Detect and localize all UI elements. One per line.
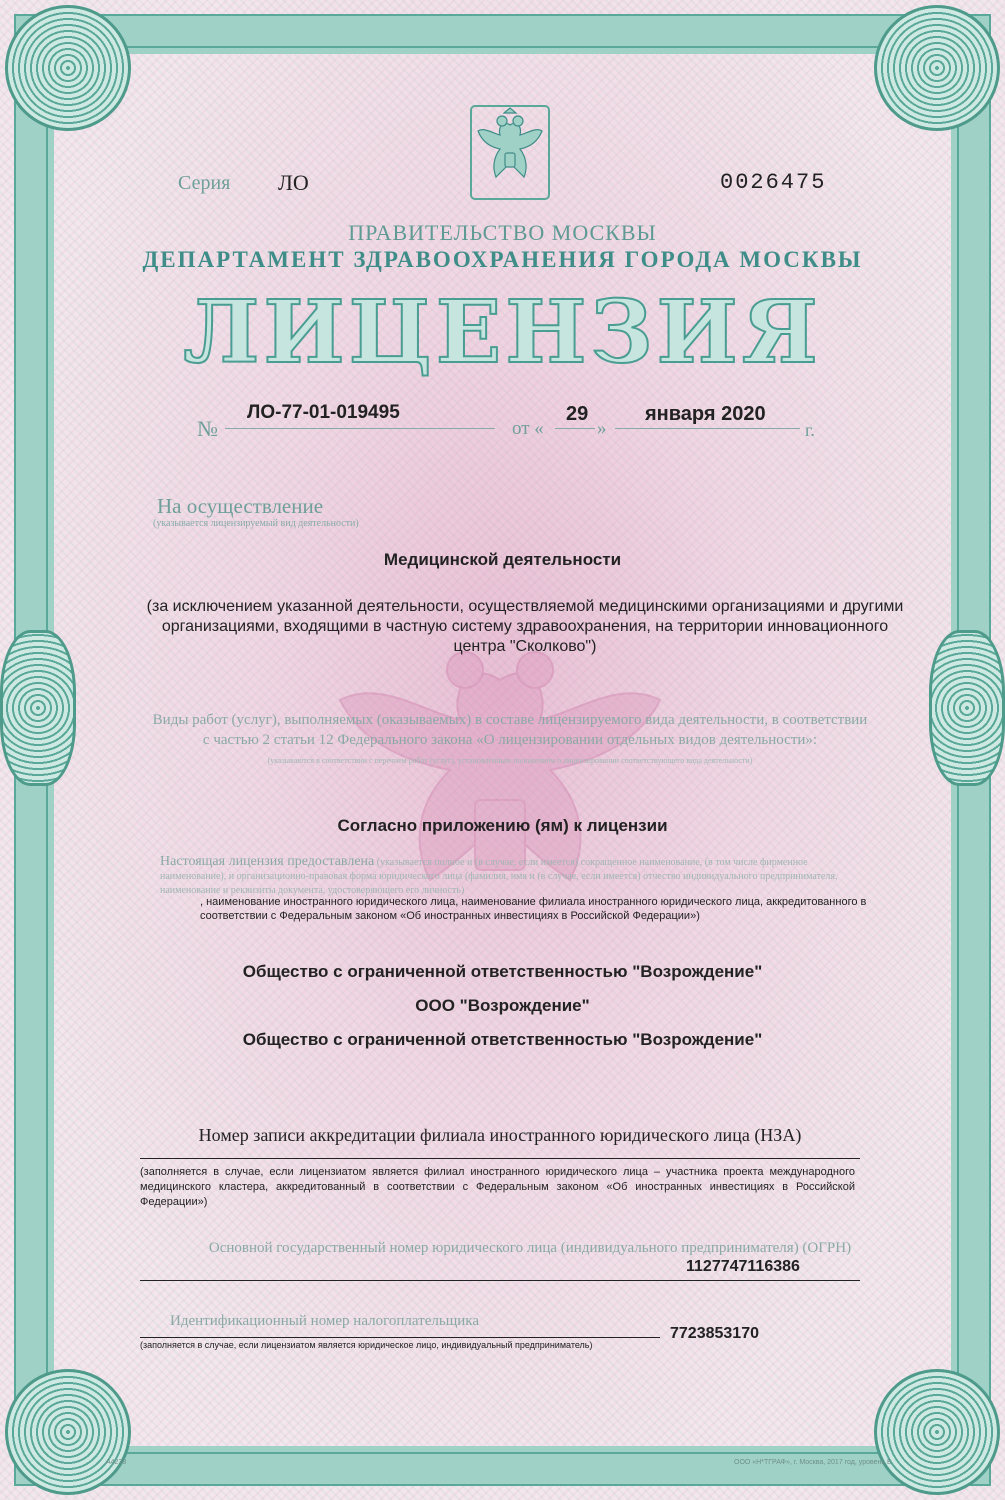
issuer-department: ДЕПАРТАМЕНТ ЗДРАВООХРАНЕНИЯ ГОРОДА МОСКВЫ xyxy=(142,247,863,272)
number-sign: № xyxy=(197,416,218,441)
works-value: Согласно приложению (ям) к лицензии xyxy=(337,816,668,835)
inn-label: Идентификационный номер налогоплательщика xyxy=(170,1313,480,1329)
side-rosette-left xyxy=(0,630,76,786)
form-code: А4238 xyxy=(106,1459,127,1466)
works-hint: (указываются в соответствии с перечнем работ (услуг), установленным положением о лицензировании соответствующего вида деятельности) xyxy=(267,756,753,765)
corner-rosette-bottom-left xyxy=(5,1369,131,1495)
inn-underline xyxy=(140,1337,660,1338)
printer-imprint: ООО «Н*ТГРАФ», г. Москва, 2017 год, уровень Б xyxy=(734,1459,892,1466)
ogrn-value: 1127747116386 xyxy=(686,1258,800,1275)
corner-rosette-bottom-right xyxy=(874,1369,1000,1495)
activity-note: (за исключением указанной деятельности, осуществляемой медицинскими организациями и другими организациями, входящими в частную систему здравоохранения, на территории инновационного центра "Сколково") xyxy=(146,598,904,655)
license-number: ЛО-77-01-019495 xyxy=(247,402,400,423)
year-suffix: г. xyxy=(805,420,815,440)
serie-value: ЛО xyxy=(278,170,309,195)
double-headed-eagle-emblem-icon xyxy=(470,105,550,200)
ogrn-label: Основной государственный номер юридического лица (индивидуального предпринимателя) (ОГРН) xyxy=(208,1240,852,1256)
license-day: 29 xyxy=(566,403,589,425)
licensee-label-hint: (указывается полное и (в случае, если имеется) сокращенное наименование, (в том числе фирменное наименование), и организационно-правовая форма юридического лица (фамилия, имя и (в случае, если имеется) отчество индивидуального предпринимателя, наименование и реквизиты документа, удостоверяющего его личность) xyxy=(160,857,838,896)
licensee-firm-name: Общество с ограниченной ответственностью "Возрождение" xyxy=(242,1030,763,1049)
blank-number: 0026475 xyxy=(720,170,827,195)
activity-name: Медицинской деятельности xyxy=(383,550,622,569)
serie-label: Серия xyxy=(178,172,231,194)
nza-note: (заполняется в случае, если лицензиатом является филиал иностранного юридического лица – участника проекта международного медицинского кластера, аккредитованный в соответствии с Федеральным законом «Об иностранных инвестициях в Российской Федерации») xyxy=(140,1166,855,1208)
side-rosette-right xyxy=(929,630,1005,786)
issuer-government: ПРАВИТЕЛЬСТВО МОСКВЫ xyxy=(348,220,657,245)
nza-label: Номер записи аккредитации филиала иностранного юридического лица (НЗА) xyxy=(198,1125,802,1145)
document-title: ЛИЦЕНЗИЯ xyxy=(183,282,822,383)
licensee-label-black: , наименование иностранного юридического лица, наименование филиала иностранного юридического лица, аккредитованного в соответствии с Федеральным законом «Об иностранных инвестициях в Российской Федерации») xyxy=(200,896,867,922)
inn-value: 7723853170 xyxy=(670,1325,759,1342)
works-label: Виды работ (услуг), выполняемых (оказываемых) в составе лицензируемого вида деятельности, в соответствии с частью 2 статьи 12 Федерального закона «О лицензировании отдельных видов деятельности»: xyxy=(152,712,868,748)
corner-rosette-top-left xyxy=(5,5,131,131)
inn-note: (заполняется в случае, если лицензиатом является юридическое лицо, индивидуальный предприниматель) xyxy=(140,1340,593,1350)
licensee-label xyxy=(160,855,870,898)
license-number-underline xyxy=(225,428,495,429)
date-from-label: от « xyxy=(512,418,544,439)
date-day-close: » xyxy=(597,418,607,439)
ogrn-underline xyxy=(140,1280,860,1281)
activity-label: На осуществление xyxy=(157,494,324,518)
activity-hint: (указывается лицензируемый вид деятельности) xyxy=(153,518,359,529)
corner-rosette-top-right xyxy=(874,5,1000,131)
license-month-underline xyxy=(615,428,800,429)
nza-underline xyxy=(140,1158,860,1159)
licensee-full-name: Общество с ограниченной ответственностью "Возрождение" xyxy=(242,962,763,981)
license-month-year: января 2020 xyxy=(645,403,766,425)
license-day-underline xyxy=(555,428,595,429)
licensee-label-start: Настоящая лицензия предоставлена xyxy=(160,854,375,869)
licensee-short-name: ООО "Возрождение" xyxy=(415,996,590,1015)
